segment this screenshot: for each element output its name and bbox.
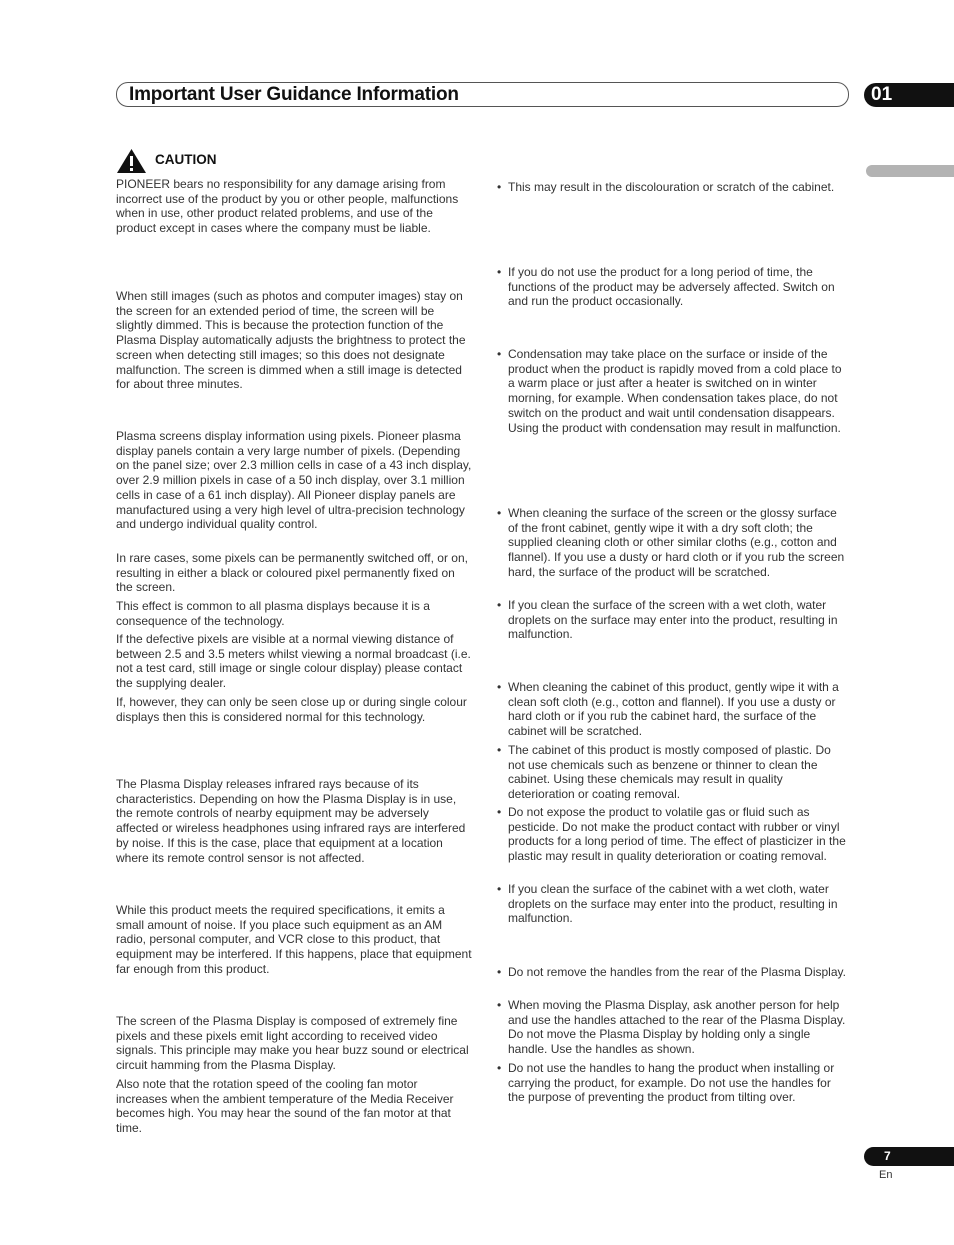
list-item: • Condensation may take place on the surface or inside of the product when the product is rapidly moved from a cold place to a warm place or just after a heater is switched on in winter morning, for example. When condensation takes place, do not switch on the product and wait until condensation disappears. Using the product with condensation may result in malfunction. <box>497 347 850 435</box>
paragraph-viewing-distance: If the defective pixels are visible at a normal viewing distance of between 2.5 and 3.5 meters whilst viewing a normal broadcast (i.e. not a test card, still image or single colour display) please contact the supplying dealer. <box>116 632 471 691</box>
paragraph-pixels: Plasma screens display information using pixels. Pioneer plasma display panels contain a very large number of pixels. (Depending on the panel size; over 2.3 million cells in case of a 43 inch display, over 2.9 million pixels in case of a 50 inch display, over 3.1 million cells in case of a 61 inch display). All Pioneer display panels are manufactured using a very high level of ultra-precision technology and undergo individual quality control. <box>116 429 472 532</box>
page-number-tab <box>864 1147 954 1166</box>
page-title: Important User Guidance Information <box>129 84 459 105</box>
side-index-tab <box>866 165 954 177</box>
chapter-tab <box>864 83 954 107</box>
list-item: • When cleaning the surface of the screen or the glossy surface of the front cabinet, gently wipe it with a dry soft cloth; the supplied cleaning cloth or other similar cloths (e.g., cotton and flannel). If you use a dusty or hard cloth or if you rub the screen hard, the surface of the product will be scratched. <box>497 506 850 580</box>
caution-label: CAUTION <box>155 152 217 167</box>
page-number: 7 <box>884 1149 891 1163</box>
list-item: • If you clean the surface of the screen with a wet cloth, water droplets on the surface may enter into the product, resulting in malfunction. <box>497 598 850 642</box>
list-item: • Do not use the handles to hang the product when installing or carrying the product, for example. Do not use the handles for the purpose of preventing the product from tilting over. <box>497 1061 850 1105</box>
paragraph-liability: PIONEER bears no responsibility for any damage arising from incorrect use of the product by you or other people, malfunctions when in use, other product related problems, and use of the product except in cases where the company must be liable. <box>116 177 459 236</box>
paragraph-buzz-sound: The screen of the Plasma Display is composed of extremely fine pixels and these pixels emit light according to received video signals. This principle may make you hear buzz sound or electrical circuit hamming from the Plasma Display. <box>116 1014 469 1073</box>
paragraph-infrared: The Plasma Display releases infrared rays because of its characteristics. Depending on how the Plasma Display is in use, the remote controls of nearby equipment may be adversely affected or wireless headphones using infrared rays are interfered by noise. If this is the case, place that equipment at a location where its remote control sensor is not affected. <box>116 777 466 865</box>
warning-triangle-icon <box>116 148 147 174</box>
chapter-number: 01 <box>871 84 893 105</box>
paragraph-still-images: When still images (such as photos and computer images) stay on the screen for an extended period of time, the screen will be slightly dimmed. This is because the protection function of the Plasma Display automatically adjusts the brightness to protect the screen when detecting still images; so this does not designate malfunction. The screen is dimmed when a still image is detected for about three minutes. <box>116 289 466 392</box>
page-language: En <box>879 1169 893 1181</box>
list-item: • If you clean the surface of the cabinet with a wet cloth, water droplets on the surface may enter into the product, resulting in malfunction. <box>497 882 850 926</box>
paragraph-common-effect: This effect is common to all plasma displays because it is a consequence of the technology. <box>116 599 430 628</box>
list-item: • Do not remove the handles from the rear of the Plasma Display. <box>497 965 850 980</box>
list-item: • When moving the Plasma Display, ask another person for help and use the handles attached to the rear of the Plasma Display. Do not move the Plasma Display by holding only a single handle. Use the handles as shown. <box>497 998 850 1057</box>
paragraph-noise: While this product meets the required specifications, it emits a small amount of noise. If you place such equipment as an AM radio, personal computer, and VCR close to this product, that equipment may be interfered. If this happens, place that equipment far enough from this product. <box>116 903 472 976</box>
list-item: • The cabinet of this product is mostly composed of plastic. Do not use chemicals such as benzene or thinner to clean the cabinet. Using these chemicals may result in quality deterioration or coating removal. <box>497 743 850 802</box>
section-header <box>116 82 849 107</box>
list-item: • This may result in the discolouration or scratch of the cabinet. <box>497 180 850 195</box>
list-item: • When cleaning the cabinet of this product, gently wipe it with a clean soft cloth (e.g., cotton and flannel). If you use a dusty or hard cloth or if you rub the cabinet hard, the surface of the cabinet will be scratched. <box>497 680 850 739</box>
paragraph-fan-motor: Also note that the rotation speed of the cooling fan motor increases when the ambient temperature of the Media Receiver becomes high. You may hear the sound of the fan motor at that time. <box>116 1077 454 1136</box>
list-item: • If you do not use the product for a long period of time, the functions of the product may be adversely affected. Switch on and run the product occasionally. <box>497 265 850 309</box>
list-item: • Do not expose the product to volatile gas or fluid such as pesticide. Do not make the product contact with rubber or vinyl products for a long period of time. The effect of plasticizer in the plastic may result in quality deterioration or coating removal. <box>497 805 850 864</box>
paragraph-close-up: If, however, they can only be seen close up or during single colour displays then this is considered normal for this technology. <box>116 695 467 724</box>
paragraph-defective-pixels: In rare cases, some pixels can be permanently switched off, or on, resulting in either a black or coloured pixel permanently fixed on the screen. <box>116 551 468 595</box>
